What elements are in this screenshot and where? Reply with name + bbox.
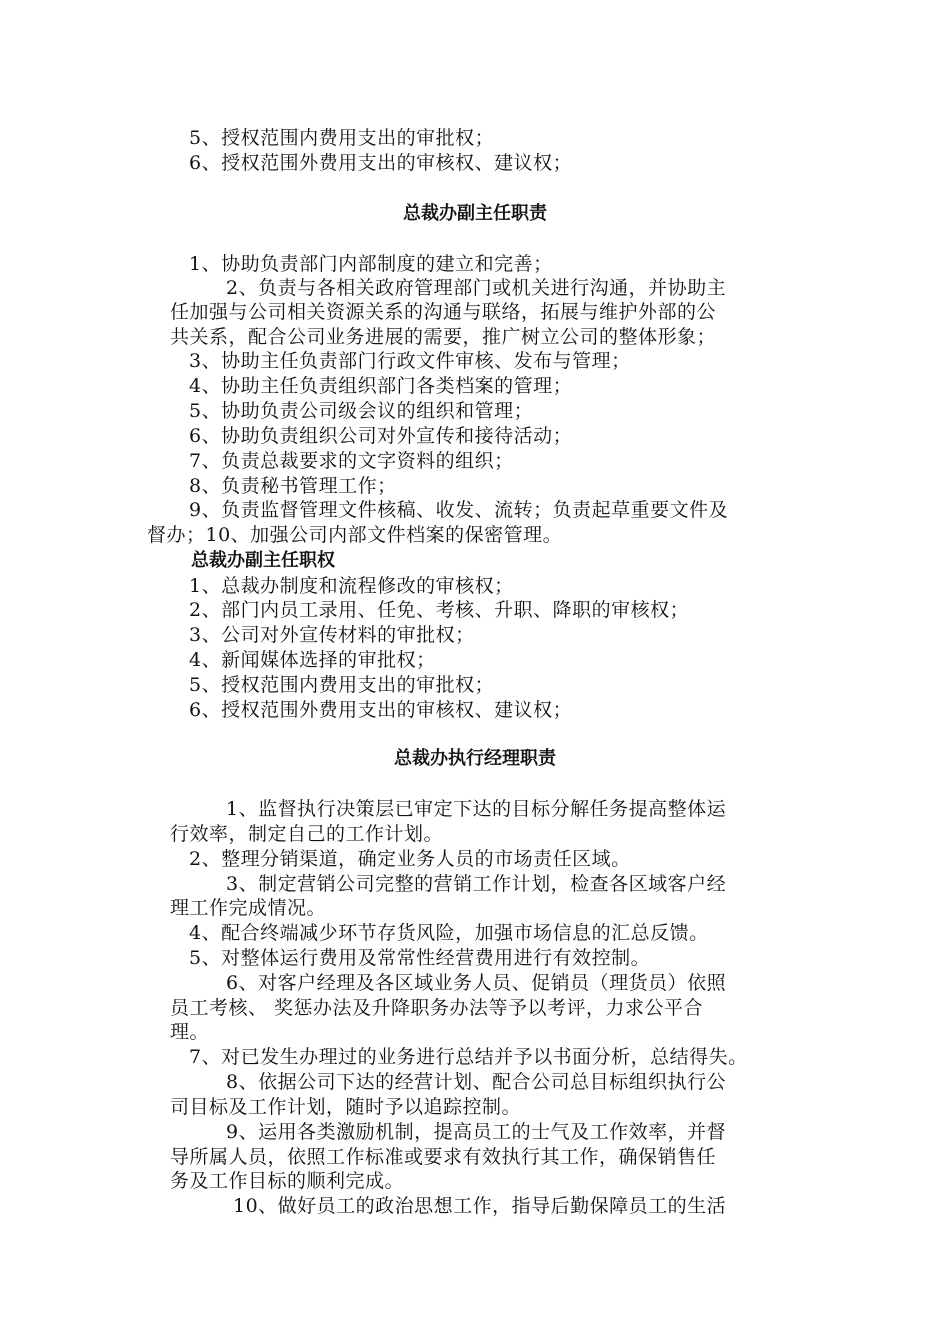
list-item-continuation: 督办；10、加强公司内部文件档案的保密管理。 xyxy=(147,524,563,546)
list-item: 7、负责总裁要求的文字资料的组织； xyxy=(189,450,514,472)
list-item: 2、整理分销渠道，确定业务人员的市场责任区域。 xyxy=(189,848,631,870)
list-item: 9、运用各类激励机制，提高员工的士气及工作效率，并督 xyxy=(226,1121,727,1143)
list-item: 9、负责监督管理文件核稿、收发、流转；负责起草重要文件及 xyxy=(189,499,729,521)
list-item: 1、监督执行决策层已审定下达的目标分解任务提高整体运 xyxy=(226,798,727,820)
list-item-continuation: 务及工作目标的顺利完成。 xyxy=(170,1170,405,1192)
list-item: 5、对整体运行费用及常常性经营费用进行有效控制。 xyxy=(189,947,651,969)
list-item: 4、新闻媒体选择的审批权； xyxy=(189,649,436,671)
list-item: 1、协助负责部门内部制度的建立和完善； xyxy=(189,253,553,275)
list-item-continuation: 员工考核、 奖惩办法及升降职务办法等予以考评，力求公平合 xyxy=(170,997,704,1019)
list-item: 5、协助负责公司级会议的组织和管理； xyxy=(189,400,534,422)
list-item: 4、配合终端减少环节存货风险，加强市场信息的汇总反馈。 xyxy=(189,922,709,944)
list-item-continuation: 司目标及工作计划，随时予以追踪控制。 xyxy=(170,1096,522,1118)
list-item: 7、对已发生办理过的业务进行总结并予以书面分析，总结得失。 xyxy=(189,1046,748,1068)
list-item-continuation: 理。 xyxy=(170,1021,210,1043)
section-title-vice-powers: 总裁办副主任职权 xyxy=(191,550,335,571)
list-item-continuation: 理工作完成情况。 xyxy=(170,897,327,919)
list-item: 8、依据公司下达的经营计划、配合公司总目标组织执行公 xyxy=(226,1071,727,1093)
list-item: 3、公司对外宣传材料的审批权； xyxy=(189,624,475,646)
list-item-continuation: 任加强与公司相关资源关系的沟通与联络，拓展与维护外部的公 xyxy=(170,301,717,323)
list-item: 8、负责秘书管理工作； xyxy=(189,475,397,497)
list-item-continuation: 行效率，制定自己的工作计划。 xyxy=(170,823,444,845)
section-title-exec-duties: 总裁办执行经理职责 xyxy=(394,748,556,769)
list-item: 1、总裁办制度和流程修改的审核权； xyxy=(189,575,514,597)
list-item: 5、授权范围内费用支出的审批权； xyxy=(189,674,495,696)
list-item: 5、授权范围内费用支出的审批权； xyxy=(189,127,495,149)
list-item: 3、协助主任负责部门行政文件审核、发布与管理； xyxy=(189,350,631,372)
list-item: 6、协助负责组织公司对外宣传和接待活动； xyxy=(189,425,573,447)
list-item-continuation: 导所属人员，依照工作标准或要求有效执行其工作，确保销售任 xyxy=(170,1146,717,1168)
list-item: 6、授权范围外费用支出的审核权、建议权； xyxy=(189,699,573,721)
list-item: 3、制定营销公司完整的营销工作计划，检查各区域客户经 xyxy=(226,873,727,895)
list-item: 4、协助主任负责组织部门各类档案的管理； xyxy=(189,375,573,397)
section-title-vice-duties: 总裁办副主任职责 xyxy=(403,203,547,224)
list-item: 10、做好员工的政治思想工作，指导后勤保障员工的生活 xyxy=(233,1195,727,1217)
list-item: 6、对客户经理及各区域业务人员、促销员（理货员）依照 xyxy=(226,972,727,994)
list-item: 6、授权范围外费用支出的审核权、建议权； xyxy=(189,152,573,174)
list-item: 2、负责与各相关政府管理部门或机关进行沟通，并协助主 xyxy=(226,277,727,299)
list-item-continuation: 共关系，配合公司业务进展的需要，推广树立公司的整体形象； xyxy=(170,326,717,348)
list-item: 2、部门内员工录用、任免、考核、升职、降职的审核权； xyxy=(189,599,690,621)
